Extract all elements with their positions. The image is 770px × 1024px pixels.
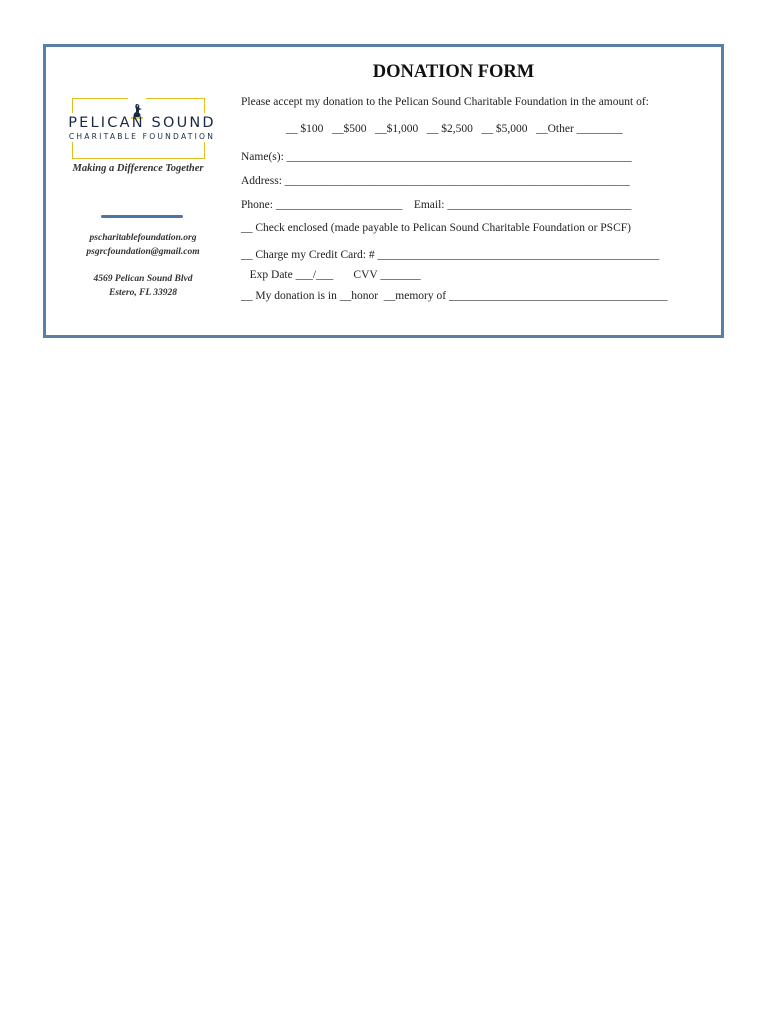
- phone-email-field[interactable]: Phone: ______________________ Email: ________________________________: [241, 199, 632, 211]
- form-title: DONATION FORM: [372, 62, 535, 82]
- intro-text: Please accept my donation to the Pelican Sound Charitable Foundation in the amount of:: [241, 96, 649, 108]
- credit-card-field[interactable]: __ Charge my Credit Card: # _________________________________________________: [241, 249, 660, 261]
- street-address: 4569 Pelican Sound Blvd: [93, 274, 193, 284]
- amount-options[interactable]: __ $100 __$500 __$1,000 __ $2,500 __ $5,000 __Other ________: [286, 123, 623, 135]
- tagline: Making a Difference Together: [72, 163, 204, 174]
- check-option[interactable]: __ Check enclosed (made payable to Pelican Sound Charitable Foundation or PSCF): [241, 222, 631, 234]
- address-field[interactable]: Address: ____________________________________________________________: [241, 175, 630, 187]
- honor-memory-field[interactable]: __ My donation is in __honor __memory of ______________________________________: [241, 290, 668, 302]
- city-address: Estero, FL 33928: [109, 288, 177, 298]
- divider: [101, 215, 183, 218]
- names-field[interactable]: Name(s): ____________________________________________________________: [241, 151, 632, 163]
- website-link[interactable]: pscharitablefoundation.org: [89, 233, 197, 243]
- logo-name-line1: PELICAN SOUND: [68, 115, 216, 131]
- exp-cvv-field[interactable]: Exp Date ___/___ CVV _______: [241, 269, 421, 281]
- donation-card: [43, 44, 724, 338]
- logo-name-line2: CHARITABLE FOUNDATION: [68, 132, 216, 141]
- email-link[interactable]: psgrcfoundation@gmail.com: [86, 247, 200, 257]
